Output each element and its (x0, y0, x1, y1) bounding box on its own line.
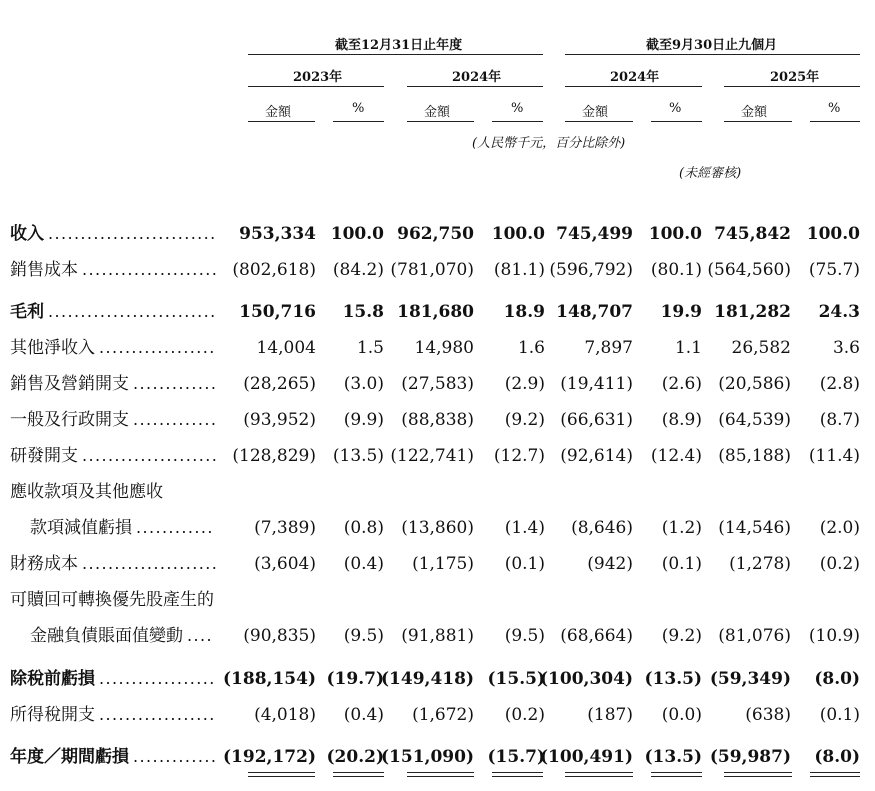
percent-cell: (8.9) (661, 410, 702, 430)
percent-header-4: % (828, 101, 841, 116)
amount-cell: (64,539) (718, 410, 791, 430)
leader-dots: .......................... (48, 302, 217, 321)
percent-cell: (12.7) (493, 446, 545, 466)
percent-rule-4 (810, 121, 860, 122)
amount-cell: (27,583) (401, 374, 474, 394)
amount-cell: 962,750 (397, 224, 474, 244)
amount-cell: (151,090) (381, 747, 474, 767)
percent-cell: (8.0) (814, 669, 860, 689)
double-underline (565, 776, 633, 777)
double-underline (248, 772, 315, 773)
amount-cell: (8,646) (571, 518, 633, 538)
percent-cell: (8.0) (814, 747, 860, 767)
percent-cell: (13.5) (332, 446, 384, 466)
year-rule-4 (724, 86, 860, 87)
percent-cell: (9.2) (661, 626, 702, 646)
amount-cell: (20,586) (718, 374, 791, 394)
amount-cell: 26,582 (731, 338, 791, 358)
amount-cell: 181,680 (397, 302, 474, 322)
percent-cell: 1.1 (674, 338, 702, 358)
audit-note: (未經審核) (679, 166, 742, 181)
leader-dots: ............. (133, 747, 218, 766)
row-label: 所得稅開支 (10, 705, 95, 725)
amount-cell: (187) (587, 705, 633, 725)
amount-cell: (81,076) (718, 626, 791, 646)
percent-cell: (9.9) (343, 410, 384, 430)
table-row (0, 222, 875, 246)
percent-cell: 19.9 (660, 302, 702, 322)
double-underline (407, 776, 474, 777)
amount-cell: (781,070) (390, 260, 474, 280)
row-label: 應收款項及其他應收 (10, 482, 163, 502)
amount-cell: (4,018) (254, 705, 316, 725)
row-label: 年度／期間虧損 (10, 747, 129, 767)
amount-cell: (149,418) (381, 669, 474, 689)
double-underline (651, 776, 702, 777)
percent-cell: (84.2) (332, 260, 384, 280)
table-row (0, 258, 875, 282)
amount-cell: 953,334 (239, 224, 316, 244)
percent-cell: (15.7) (487, 747, 545, 767)
amount-header-3: 金額 (582, 105, 609, 120)
amount-cell: (88,838) (401, 410, 474, 430)
leader-dots: ............ (136, 518, 214, 537)
leader-dots: ..................... (82, 446, 219, 465)
table-row (0, 745, 875, 769)
amount-header-1: 金額 (265, 105, 292, 120)
percent-cell: (10.9) (808, 626, 860, 646)
amount-cell: 745,499 (556, 224, 633, 244)
double-underline (492, 772, 543, 773)
percent-rule-3 (651, 121, 702, 122)
amount-cell: (91,881) (401, 626, 474, 646)
amount-rule-1 (248, 121, 315, 122)
amount-cell: (100,491) (540, 747, 633, 767)
period-header-9m: 截至9月30日止九個月 (646, 38, 778, 53)
percent-cell: (9.5) (504, 626, 545, 646)
percent-cell: (0.4) (343, 554, 384, 574)
amount-cell: (68,664) (560, 626, 633, 646)
percent-cell: (0.4) (343, 705, 384, 725)
amount-cell: (596,792) (549, 260, 633, 280)
amount-cell: 181,282 (714, 302, 791, 322)
table-row (0, 300, 875, 324)
table-row (0, 703, 875, 727)
double-underline (248, 776, 315, 777)
leader-dots: .... (187, 626, 213, 645)
amount-cell: (3,604) (254, 554, 316, 574)
leader-dots: ..................... (82, 260, 219, 279)
amount-rule-2 (407, 121, 474, 122)
percent-header-3: % (669, 101, 682, 116)
double-underline (492, 776, 543, 777)
percent-cell: (0.1) (819, 705, 860, 725)
percent-header-2: % (511, 101, 524, 116)
percent-cell: (15.5) (487, 669, 545, 689)
amount-cell: 14,980 (414, 338, 474, 358)
table-row (0, 444, 875, 468)
amount-cell: (100,304) (540, 669, 633, 689)
amount-cell: (7,389) (254, 518, 316, 538)
amount-cell: (192,172) (223, 747, 316, 767)
percent-cell: (20.2) (326, 747, 384, 767)
percent-cell: (8.7) (819, 410, 860, 430)
percent-cell: 1.6 (517, 338, 545, 358)
amount-cell: (92,614) (560, 446, 633, 466)
amount-cell: 7,897 (584, 338, 633, 358)
row-label: 其他淨收入 (10, 338, 95, 358)
table-row (0, 624, 875, 648)
double-underline (724, 776, 792, 777)
table-row (0, 516, 875, 540)
percent-rule-1 (333, 121, 384, 122)
amount-cell: (59,987) (709, 747, 791, 767)
percent-cell: (12.4) (650, 446, 702, 466)
leader-dots: .......................... (48, 224, 217, 243)
period-header-fy: 截至12月31日止年度 (335, 38, 463, 53)
amount-rule-4 (724, 121, 792, 122)
amount-header-4: 金額 (741, 105, 768, 120)
double-underline (651, 772, 702, 773)
percent-cell: (2.8) (819, 374, 860, 394)
percent-cell: (2.6) (661, 374, 702, 394)
amount-cell: (66,631) (560, 410, 633, 430)
year-header-1: 2023年 (293, 70, 343, 85)
leader-dots: ............. (133, 410, 218, 429)
percent-cell: (80.1) (650, 260, 702, 280)
row-label: 金融負債賬面值變動 (30, 626, 183, 646)
percent-cell: (2.0) (819, 518, 860, 538)
row-label: 款項減值虧損 (30, 518, 132, 538)
percent-cell: (9.2) (504, 410, 545, 430)
percent-cell: (2.9) (504, 374, 545, 394)
amount-cell: (1,175) (412, 554, 474, 574)
table-row (0, 408, 875, 432)
double-underline (810, 776, 860, 777)
table-row (0, 372, 875, 396)
amount-cell: (1,278) (729, 554, 791, 574)
amount-cell: (28,265) (243, 374, 316, 394)
year-rule-1 (248, 86, 384, 87)
percent-cell: 3.6 (832, 338, 860, 358)
percent-cell: (19.7) (326, 669, 384, 689)
year-header-2: 2024年 (452, 70, 502, 85)
percent-header-1: % (352, 101, 365, 116)
table-row (0, 588, 875, 612)
row-label: 銷售及營銷開支 (10, 374, 129, 394)
unit-note: (人民幣千元，百分比除外) (472, 136, 626, 151)
percent-cell: 100.0 (491, 224, 545, 244)
percent-rule-2 (492, 121, 543, 122)
percent-cell: (0.8) (343, 518, 384, 538)
double-underline (333, 772, 384, 773)
amount-cell: (188,154) (223, 669, 316, 689)
amount-cell: 14,004 (256, 338, 316, 358)
percent-cell: (11.4) (808, 446, 860, 466)
amount-cell: 148,707 (556, 302, 633, 322)
leader-dots: .................. (99, 669, 216, 688)
amount-cell: (802,618) (232, 260, 316, 280)
double-underline (724, 772, 792, 773)
double-underline (407, 772, 474, 773)
amount-cell: (90,835) (243, 626, 316, 646)
row-label: 銷售成本 (10, 260, 78, 280)
table-row (0, 336, 875, 360)
leader-dots: .................. (99, 705, 216, 724)
percent-cell: (75.7) (808, 260, 860, 280)
percent-cell: (0.1) (504, 554, 545, 574)
amount-cell: (13,860) (401, 518, 474, 538)
row-label: 可贖回可轉換優先股產生的 (10, 590, 214, 610)
percent-cell: 100.0 (648, 224, 702, 244)
amount-cell: (638) (745, 705, 791, 725)
percent-cell: (3.0) (343, 374, 384, 394)
double-underline (333, 776, 384, 777)
row-label: 毛利 (10, 302, 44, 322)
leader-dots: ..................... (82, 554, 219, 573)
amount-cell: (59,349) (709, 669, 791, 689)
percent-cell: 100.0 (806, 224, 860, 244)
row-label: 研發開支 (10, 446, 78, 466)
percent-cell: 24.3 (818, 302, 860, 322)
amount-cell: 745,842 (714, 224, 791, 244)
period-rule-9m (565, 54, 860, 55)
percent-cell: (0.2) (819, 554, 860, 574)
leader-dots: .................. (99, 338, 216, 357)
double-underline (810, 772, 860, 773)
percent-cell: 1.5 (356, 338, 384, 358)
percent-cell: (0.2) (504, 705, 545, 725)
year-rule-3 (565, 86, 702, 87)
amount-header-2: 金額 (424, 105, 451, 120)
amount-cell: (128,829) (232, 446, 316, 466)
year-rule-2 (407, 86, 543, 87)
amount-cell: (564,560) (707, 260, 791, 280)
percent-cell: (13.5) (644, 669, 702, 689)
amount-cell: (14,546) (718, 518, 791, 538)
amount-cell: (942) (587, 554, 633, 574)
amount-cell: (122,741) (390, 446, 474, 466)
table-row (0, 480, 875, 504)
row-label: 財務成本 (10, 554, 78, 574)
amount-cell: (85,188) (718, 446, 791, 466)
amount-cell: (1,672) (412, 705, 474, 725)
row-label: 一般及行政開支 (10, 410, 129, 430)
percent-cell: (81.1) (493, 260, 545, 280)
amount-cell: 150,716 (239, 302, 316, 322)
percent-cell: 100.0 (330, 224, 384, 244)
double-underline (565, 772, 633, 773)
year-header-3: 2024年 (610, 70, 660, 85)
percent-cell: 18.9 (503, 302, 545, 322)
amount-rule-3 (565, 121, 633, 122)
percent-cell: (13.5) (644, 747, 702, 767)
table-row (0, 552, 875, 576)
leader-dots: ............. (133, 374, 218, 393)
amount-cell: (19,411) (560, 374, 633, 394)
percent-cell: (1.4) (504, 518, 545, 538)
percent-cell: (9.5) (343, 626, 384, 646)
row-label: 除稅前虧損 (10, 669, 95, 689)
percent-cell: (1.2) (661, 518, 702, 538)
year-header-4: 2025年 (770, 70, 820, 85)
amount-cell: (93,952) (243, 410, 316, 430)
percent-cell: (0.1) (661, 554, 702, 574)
row-label: 收入 (10, 224, 44, 244)
table-row (0, 667, 875, 691)
period-rule-fy (248, 54, 543, 55)
percent-cell: 15.8 (342, 302, 384, 322)
percent-cell: (0.0) (661, 705, 702, 725)
